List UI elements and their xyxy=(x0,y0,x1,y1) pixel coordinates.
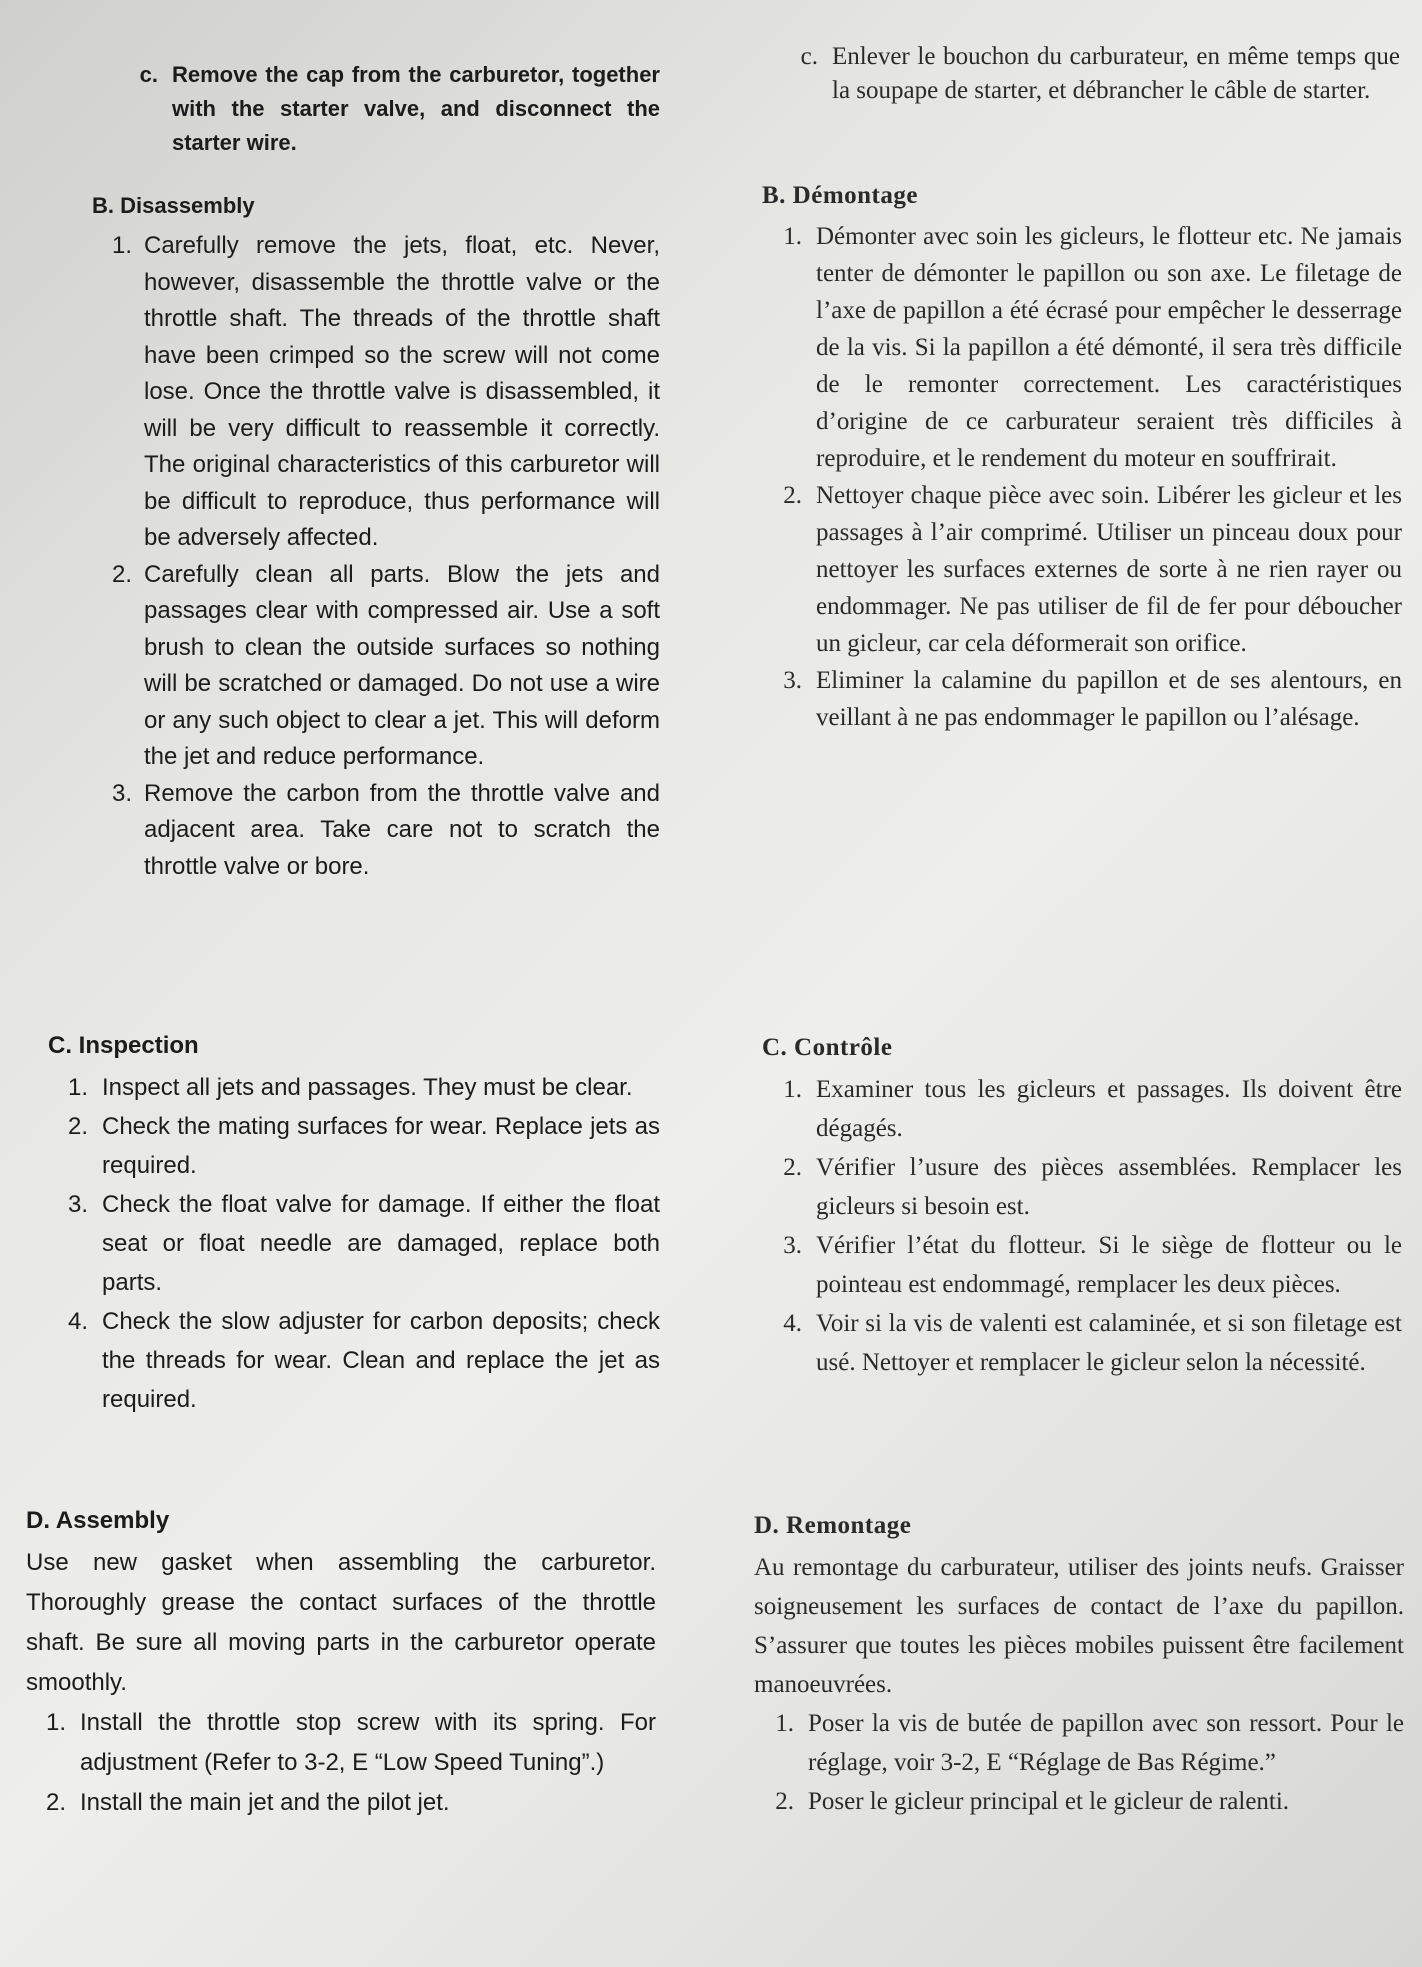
en-step-c xyxy=(120,58,660,160)
item-number: 4. xyxy=(67,1308,88,1335)
section-heading: C. Inspection xyxy=(48,1032,199,1059)
item-text: Remove the cap from the carburetor, together with the starter valve, and disconnect the starter wire. xyxy=(172,62,660,155)
section-intro: Au remontage du carburateur, utiliser des joints neufs. Graisser soigneusement les surfaces de contact de l’axe du papillon. S’assurer que toutes les pièces mobiles puissent être facilement manoeuvrées. xyxy=(754,1554,1404,1698)
list-item xyxy=(92,557,660,776)
item-text: Eliminer la calamine du papillon et de ses alentours, en veillant à ne pas endommager le papillon ou l’alésage. xyxy=(816,667,1402,731)
item-number: c. xyxy=(139,62,158,87)
section-heading: B. Disassembly xyxy=(92,193,255,218)
list-item xyxy=(48,1185,660,1302)
item-number: 2. xyxy=(45,1789,66,1816)
item-number: 3. xyxy=(111,779,132,807)
list-item xyxy=(120,58,660,160)
item-text: Remove the carbon from the throttle valve and adjacent area. Take care not to scratch the throttle valve or bore. xyxy=(144,779,660,880)
list-item xyxy=(762,477,1402,662)
item-number: 1. xyxy=(45,1709,66,1736)
item-number: c. xyxy=(800,43,818,70)
item-text: Démonter avec soin les gicleurs, le flotteur etc. Ne jamais tenter de démonter le papillon ou son axe. Le filetage de l’axe de papillon a été écrasé pour empêcher le desserrage de la vis. Si la papillon a été démonté, il sera très difficile de le remonter correctement. Les caractéristiques d’origine de ce carburateur seraient très difficiles à reproduire, et le rendement du moteur en souffrirait. xyxy=(816,223,1402,472)
section-intro: Use new gasket when assembling the carburetor. Thoroughly grease the contact surfaces of the throttle shaft. Be sure all moving parts in the carburetor operate smoothly. xyxy=(26,1549,656,1696)
item-number: 1. xyxy=(67,1074,88,1101)
item-text: Install the throttle stop screw with its spring. For adjustment (Refer to 3-2, E “Low Speed Tuning”.) xyxy=(80,1709,656,1776)
list-item xyxy=(48,1068,660,1107)
item-number: 1. xyxy=(775,1710,794,1737)
section-heading: D. Remontage xyxy=(754,1512,912,1539)
list-item xyxy=(762,218,1402,477)
fr-assembly-section xyxy=(754,1510,1404,1821)
item-number: 1. xyxy=(783,1076,802,1103)
item-text: Check the slow adjuster for carbon deposits; check the threads for wear. Clean and replace the jet as required. xyxy=(102,1308,660,1413)
item-text: Poser le gicleur principal et le gicleur de ralenti. xyxy=(808,1788,1290,1815)
list-item xyxy=(754,1704,1404,1782)
list-item xyxy=(48,1302,660,1419)
section-heading: D. Assembly xyxy=(26,1507,170,1534)
item-number: 3. xyxy=(783,1232,802,1259)
section-heading: B. Démontage xyxy=(762,182,918,209)
list-item xyxy=(48,1107,660,1185)
item-number: 2. xyxy=(783,1154,802,1181)
item-text: Check the mating surfaces for wear. Replace jets as required. xyxy=(102,1113,660,1179)
item-number: 1. xyxy=(111,232,132,259)
fr-step-c xyxy=(780,40,1400,108)
list-item xyxy=(762,1070,1402,1148)
item-text: Carefully remove the jets, float, etc. Never, however, disassemble the throttle valve or the throttle shaft. The threads of the throttle shaft have been crimped so the screw will not come lose. Once the throttle valve is disassembled, it will be very difficult to reassemble it correctly. The original characteristics of this carburetor will be difficult to reproduce, thus performance will be adversely affected. xyxy=(144,232,660,551)
list-item xyxy=(92,228,660,557)
item-number: 3. xyxy=(783,667,802,694)
list-item xyxy=(762,1304,1402,1382)
list-item xyxy=(780,40,1400,108)
list-item xyxy=(762,1226,1402,1304)
fr-disassembly-section xyxy=(762,180,1402,736)
item-text: Install the main jet and the pilot jet. xyxy=(80,1789,450,1816)
item-text: Enlever le bouchon du carburateur, en même temps que la soupape de starter, et débrancher le câble de starter. xyxy=(832,43,1400,104)
item-number: 3. xyxy=(67,1191,88,1218)
item-text: Voir si la vis de valenti est calaminée, et si son filetage est usé. Nettoyer et remplacer le gicleur selon la nécessité. xyxy=(816,1310,1402,1376)
item-text: Poser la vis de butée de papillon avec son ressort. Pour le réglage, voir 3-2, E “Réglage de Bas Régime.” xyxy=(808,1710,1404,1776)
item-text: Carefully clean all parts. Blow the jets and passages clear with compressed air. Use a soft brush to clean the outside surfaces so nothing will be scratched or damaged. Do not use a wire or any such object to clear a jet. This will deform the jet and reduce performance. xyxy=(144,560,660,770)
list-item xyxy=(26,1783,656,1823)
item-text: Vérifier l’usure des pièces assemblées. Remplacer les gicleurs si besoin est. xyxy=(816,1154,1402,1220)
en-disassembly-section xyxy=(92,190,660,885)
item-number: 4. xyxy=(783,1310,802,1337)
section-heading: C. Contrôle xyxy=(762,1034,893,1061)
en-assembly-section xyxy=(26,1505,656,1823)
list-item xyxy=(762,662,1402,736)
item-text: Nettoyer chaque pièce avec soin. Libérer les gicleur et les passages à l’air comprimé. Utiliser un pinceau doux pour nettoyer les surfaces externes de sorte à ne rien rayer ou endommager. Ne pas utiliser de fil de fer pour déboucher un gicleur, car cela déformerait son orifice. xyxy=(816,482,1402,657)
item-number: 2. xyxy=(111,560,132,588)
item-text: Vérifier l’état du flotteur. Si le siège de flotteur ou le pointeau est endommagé, remplacer les deux pièces. xyxy=(816,1232,1402,1298)
item-text: Check the float valve for damage. If either the float seat or float needle are damaged, replace both parts. xyxy=(102,1191,660,1296)
list-item xyxy=(92,776,660,886)
item-text: Inspect all jets and passages. They must be clear. xyxy=(102,1074,633,1101)
item-text: Examiner tous les gicleurs et passages. Ils doivent être dégagés. xyxy=(816,1076,1402,1142)
en-inspection-section xyxy=(48,1030,660,1419)
list-item xyxy=(26,1703,656,1783)
item-number: 2. xyxy=(775,1788,794,1815)
list-item xyxy=(754,1782,1404,1821)
item-number: 1. xyxy=(783,223,802,250)
item-number: 2. xyxy=(67,1113,88,1140)
list-item xyxy=(762,1148,1402,1226)
fr-inspection-section xyxy=(762,1032,1402,1382)
item-number: 2. xyxy=(783,482,802,509)
